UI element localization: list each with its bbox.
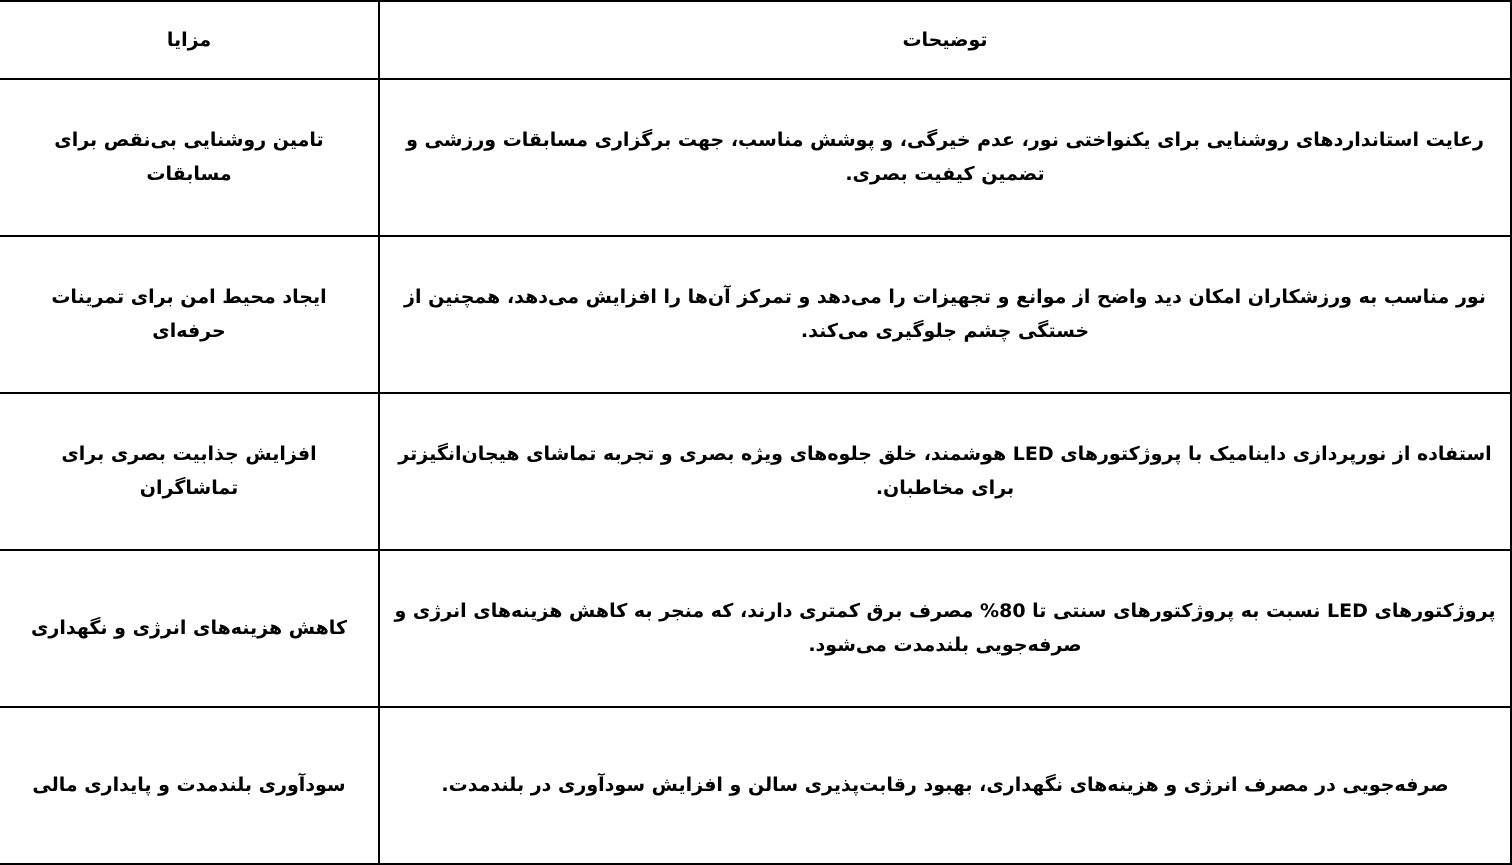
cell-description: نور مناسب به ورزشکاران امکان دید واضح از موانع و تجهیزات را می‌دهد و تمرکز آن‌ها را افزایش می‌دهد، همچنین از خستگی چشم جلوگیری می‌کند. (379, 236, 1511, 393)
table-row (0, 550, 1511, 707)
table-row (0, 79, 1511, 236)
cell-advantage: ایجاد محیط امن برای تمرینات حرفه‌ای (0, 236, 379, 393)
cell-description: پروژکتورهای LED نسبت به پروژکتورهای سنتی تا 80% مصرف برق کمتری دارند، که منجر به کاهش هزینه‌های انرژی و صرفه‌جویی بلندمدت می‌شود. (379, 550, 1511, 707)
table-row (0, 393, 1511, 550)
column-header-advantage: مزایا (0, 1, 379, 79)
cell-advantage: کاهش هزینه‌های انرژی و نگهداری (0, 550, 379, 707)
cell-advantage: تامین روشنایی بی‌نقص برای مسابقات (0, 79, 379, 236)
table-header-row (0, 1, 1511, 79)
cell-description: صرفه‌جویی در مصرف انرژی و هزینه‌های نگهداری، بهبود رقابت‌پذیری سالن و افزایش سودآوری در بلندمدت. (379, 707, 1511, 864)
cell-description: رعایت استانداردهای روشنایی برای یکنواختی نور، عدم خیرگی، و پوشش مناسب، جهت برگزاری مسابقات ورزشی و تضمین کیفیت بصری. (379, 79, 1511, 236)
cell-description: استفاده از نورپردازی داینامیک با پروژکتورهای LED هوشمند، خلق جلوه‌های ویژه بصری و تجربه تماشای هیجان‌انگیزتر برای مخاطبان. (379, 393, 1511, 550)
table-header (0, 1, 1511, 79)
table-row (0, 236, 1511, 393)
table-row (0, 707, 1511, 864)
table-body (0, 79, 1511, 864)
column-header-description: توضیحات (379, 1, 1511, 79)
cell-advantage: افزایش جذابیت بصری برای تماشاگران (0, 393, 379, 550)
cell-advantage: سودآوری بلندمدت و پایداری مالی (0, 707, 379, 864)
